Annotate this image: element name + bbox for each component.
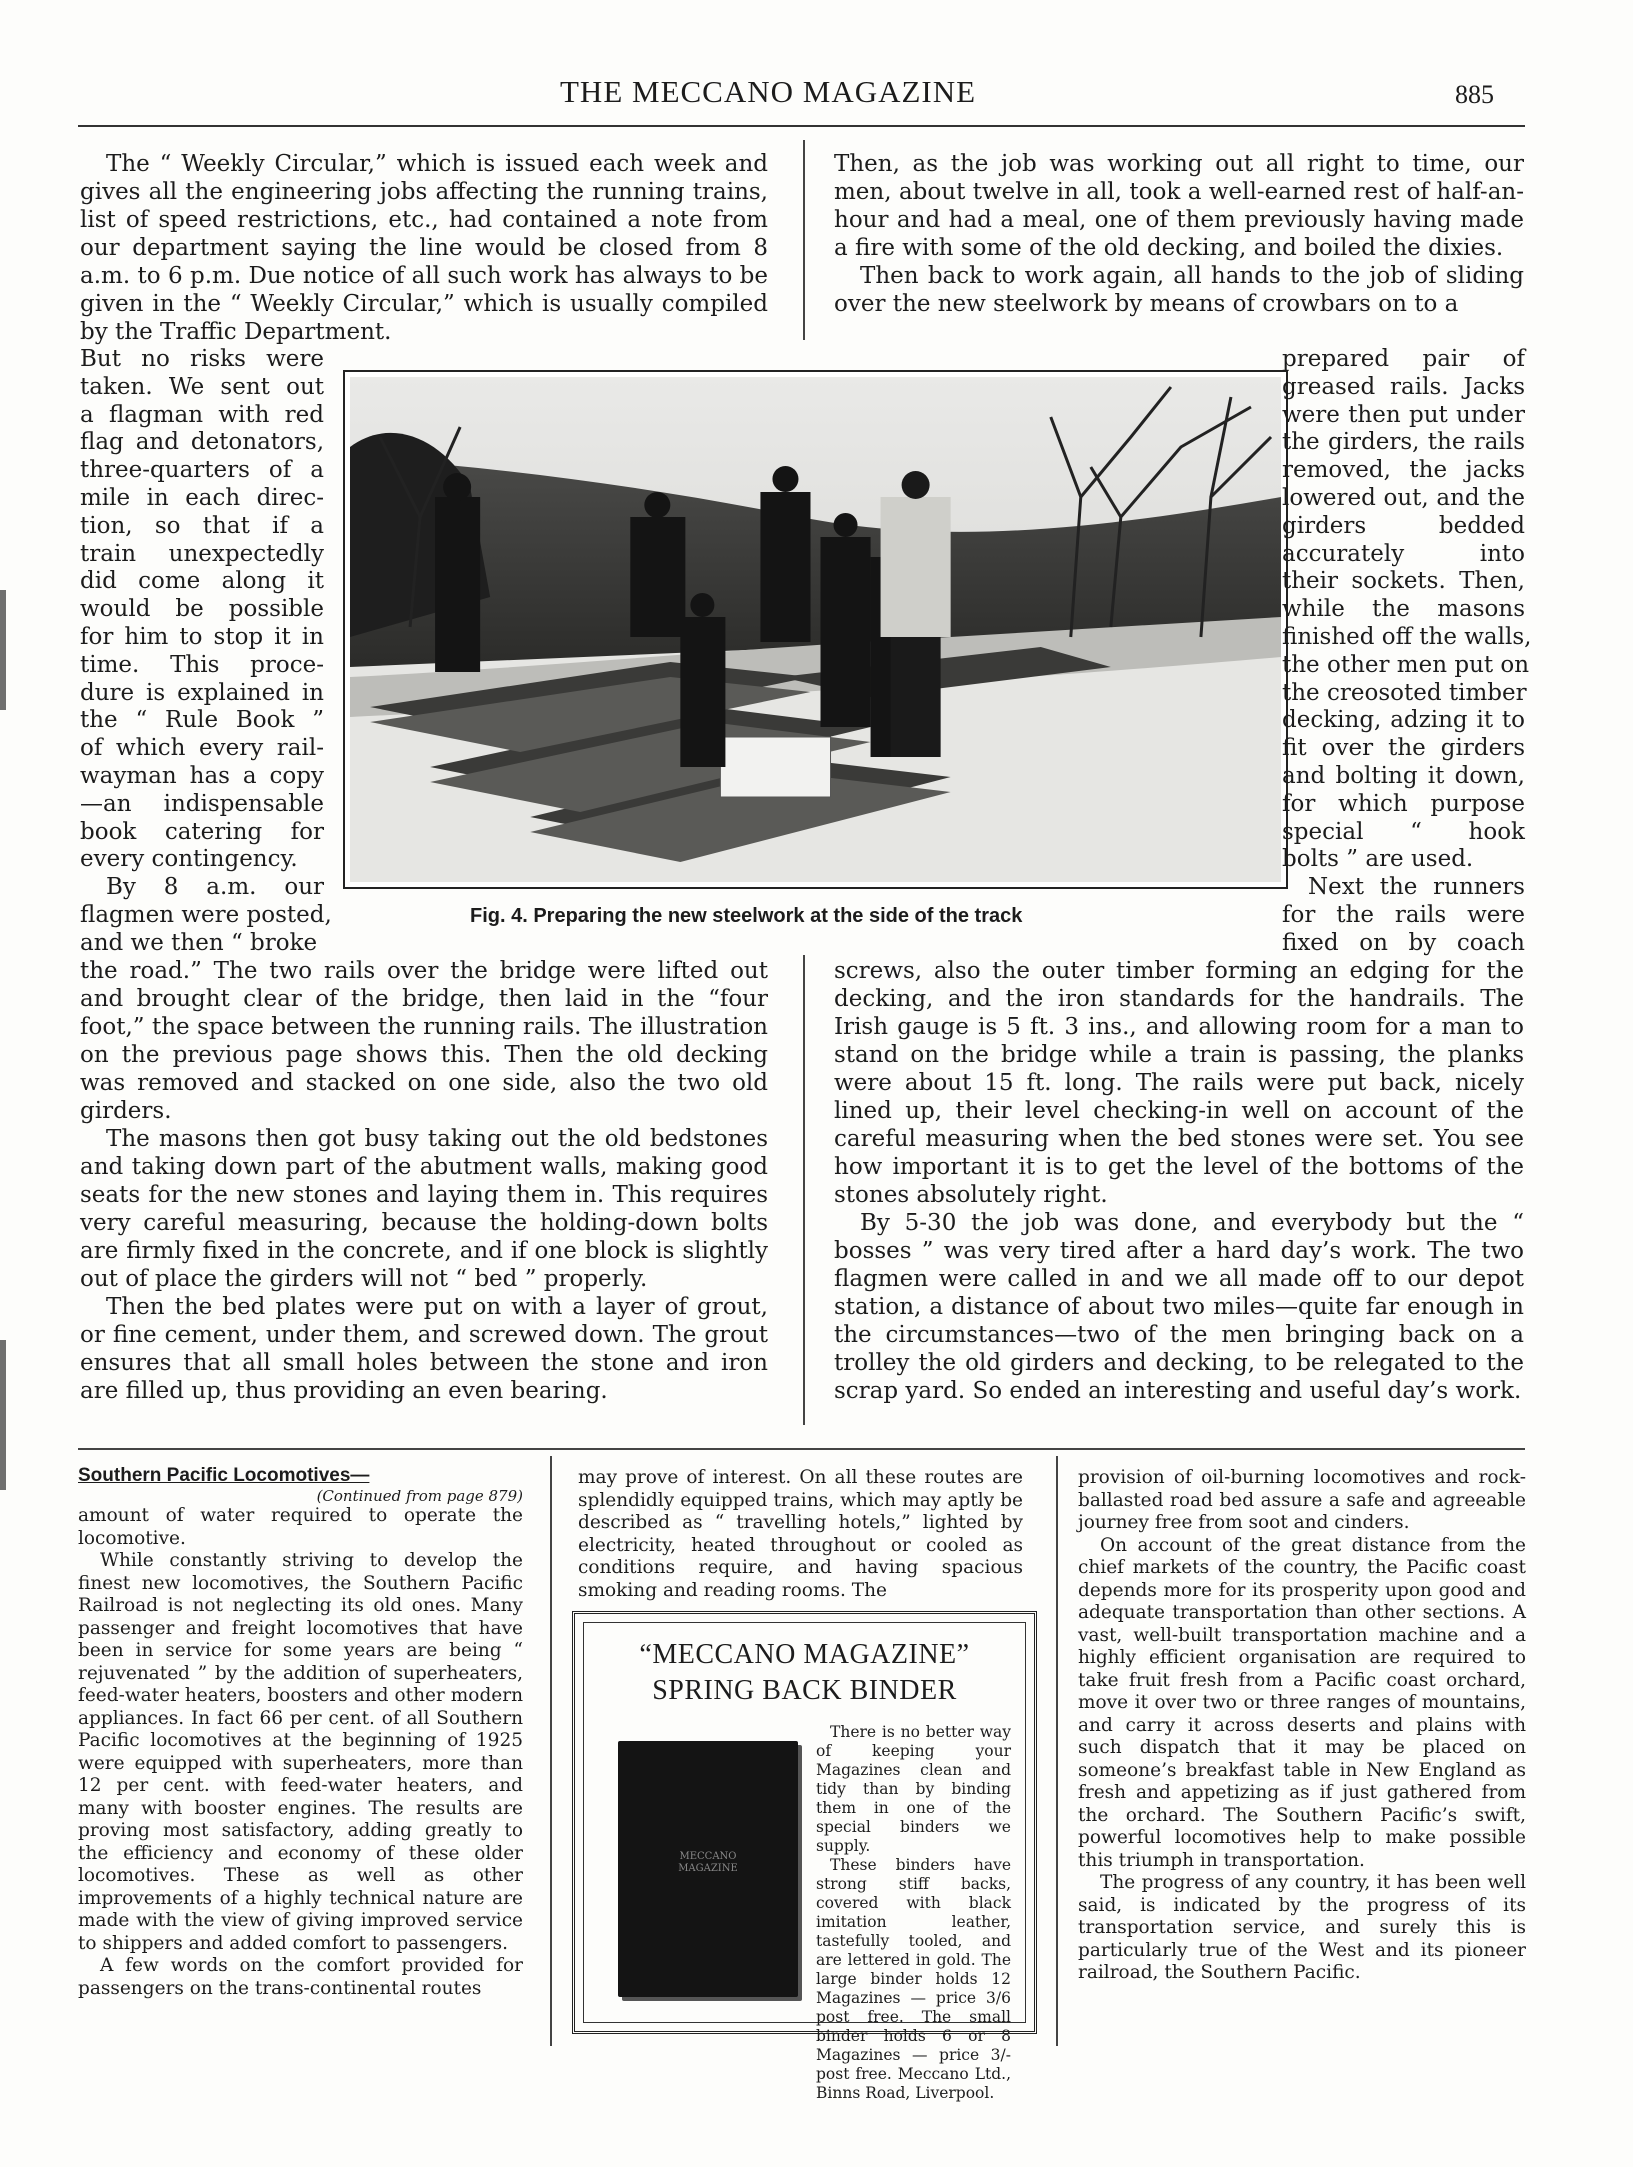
text-line: wayman has a copy [80, 762, 324, 789]
text-line: accurately into [1282, 540, 1525, 567]
paragraph: The “ Weekly Circular,” which is issued each week and gives all the engineering jobs affecting the running trains, list of speed restrictions, etc., had contained a note from our department saying the line would be closed from 8 a.m. to 6 p.m. Due notice of all such work has always to be given in the “ Weekly Circular,” which is usually compiled by the Traffic Department. [80, 151, 768, 345]
text-line: the other men put on [1282, 651, 1530, 678]
text-line: fit over the girders [1282, 735, 1525, 762]
paragraph: While constantly striving to develop the finest new locomotives, the Southern Pacific Railroad is not neglecting its old ones. Many passenger and freight locomotives that have been in service for some years are being “ rejuvenated ” by the addition of superheaters, feed-water heaters, boosters and other modern appliances. In fact 66 per cent. of all Southern Pacific locomotives at the beginning of 1925 were equipped with superheaters, more than 12 per cent. with feed-water heaters, and many with booster engines. The results are proving most satisfactory, adding greatly to the efficiency and economy of these older locomotives. These as well as other improvements of a highly technical nature are made with the view of giving improved service to shippers and added comfort to passengers. [78, 1550, 523, 1954]
advert-body [816, 1723, 1011, 2103]
section-heading: Southern Pacific Locomotives— [78, 1465, 370, 1486]
paragraph: provision of oil-burning locomotives and rock-ballasted road bed assure a safe and agreeable journey free from soot and cinders. [1078, 1467, 1526, 1533]
text-line: flag and detonators, [80, 429, 324, 456]
paragraph: may prove of interest. On all these routes are splendidly equipped trains, which may aptly be described as “ travelling hotels,” lighted by electricity, heated throughout or cooled as conditions require, and having spacious smoking and reading rooms. The [578, 1467, 1023, 1601]
text-line: lowered out, and the [1282, 484, 1525, 511]
text-line: and we then “ broke [80, 929, 318, 956]
text-line: for him to stop it in [80, 623, 324, 650]
steelwork-photo-image [350, 377, 1281, 882]
southern-pacific-col2 [578, 1467, 1023, 1602]
right-lower-text [834, 957, 1524, 1405]
text-line: for the rails were [1282, 901, 1525, 928]
text-line: the creosoted timber [1282, 679, 1527, 706]
paragraph: screws, also the outer timber forming an edging for the decking, and the iron standards for the handrails. The Irish gauge is 5 ft. 3 ins., and allowing room for a man to stand on the bridge while a train is passing, the planks were about 15 ft. long. The rails were put back, nicely lined up, their level checking-in well on account of the careful measuring when the bed stones were set. You see how important it is to get the level of the bottoms of the stones absolutely right. [834, 958, 1524, 1208]
text-line: tion, so that if a [80, 512, 324, 539]
section-divider [78, 1448, 1525, 1450]
text-line: bolts ” are used. [1282, 846, 1474, 873]
text-line: decking, adzing it to [1282, 707, 1525, 734]
header-rule [78, 125, 1525, 127]
left-intro-paragraph [80, 150, 768, 346]
paragraph: the road.” The two rails over the bridge were lifted out and brought clear of the bridge, then laid in the “four foot,” the space between the running rails. The illustration on the previous page shows this. Then the old decking was removed and stacked on one side, also the two old girders. [80, 958, 768, 1124]
text-line: girders bedded [1282, 512, 1525, 539]
text-line: three-quarters of a [80, 457, 324, 484]
paragraph: Then back to work again, all hands to the job of sliding over the new steelwork by means of crowbars on to a [834, 263, 1524, 317]
text-line: book catering for [80, 818, 324, 845]
advert-title-line1: “MECCANO MAGAZINE” [639, 1639, 970, 1670]
text-line: greased rails. Jacks [1282, 373, 1525, 400]
scan-edge-mark [0, 590, 6, 710]
book-label-line2: MAGAZINE [678, 1863, 738, 1874]
text-line: finished off the walls, [1282, 623, 1532, 650]
paragraph: The progress of any country, it has been well said, is indicated by the progress of its transportation service, and surely this is particularly true of the West and its pioneer railroad, the Southern Pacific. [1078, 1872, 1526, 1983]
text-line: time. This proce- [80, 651, 324, 678]
text-line: train unexpectedly [80, 540, 324, 567]
paragraph: By 5-30 the job was done, and everybody but the “ bosses ” was very tired after a hard day’s work. The two flagmen were called in and we all made off to our depot station, a distance of about two miles—quite far enough in the circumstances—two of the men bringing back on a trolley the old girders and decking, to be relegated to the scrap yard. So ended an interesting and useful day’s work. [834, 1210, 1524, 1404]
text-line: But no risks were [80, 346, 324, 372]
text-line: Next the runners [1308, 874, 1525, 901]
text-line: of which every rail- [80, 735, 324, 762]
photo-preparing-steelwork [343, 370, 1288, 889]
paragraph: The masons then got busy taking out the old bedstones and taking down part of the abutment walls, making good seats for the new stones and laying them in. This requires very careful measuring, because the holding-down bolts are firmly fixed in the concrete, and if one block is slightly out of place the girders will not “ bed ” properly. [80, 1126, 768, 1292]
paragraph: Then, as the job was working out all right to time, our men, about twelve in all, took a well-earned rest of half-an-hour and had a meal, one of them previously having made a fire with some of the old decking, and boiled the dixies. [834, 151, 1524, 261]
column-divider-bottom [803, 955, 805, 1425]
text-line: removed, the jacks [1282, 457, 1525, 484]
column-divider-top [803, 140, 805, 340]
text-line: taken. We sent out [80, 373, 324, 400]
advert-title-line2: SPRING BACK BINDER [652, 1675, 957, 1706]
text-line: special “ hook [1282, 818, 1525, 845]
text-line: the “ Rule Book ” [80, 707, 324, 734]
text-line: flagmen were posted, [80, 901, 332, 928]
text-line: fixed on by coach [1282, 929, 1525, 956]
left-lower-text [80, 957, 768, 1405]
paragraph: There is no better way of keeping your Magazines clean and tidy than by binding them in one of the special binders we supply. [816, 1723, 1011, 1855]
right-intro-text [834, 150, 1524, 318]
binder-advertisement [572, 1611, 1037, 2102]
paragraph: These binders have strong stiff backs, covered with black imitation leather, tastefully tooled, and are lettered in gold. The large binder holds 12 Magazines — price 3/6 post free. The small binder holds 6 or 8 Magazines — price 3/- post free. Meccano Ltd., Binns Road, Liverpool. [816, 1856, 1011, 2102]
right-wrap-column [1282, 346, 1532, 958]
text-line: every contingency. [80, 846, 298, 873]
paragraph: On account of the great distance from the chief markets of the country, the Pacific coast depends more for its prosperity upon good and adequate transportation than other sections. A vast, well-built transportation machine and a highly efficient organisation are required to take fruit fresh from a Pacific coast orchard, move it over two or three ranges of mountains, and carry it across deserts and plains with such dispatch that it may be placed on someone’s breakfast table in New England as fresh and appetizing as if just gathered from the orchard. The Southern Pacific’s swift, powerful locomotives help to make possible this triumph in transportation. [1078, 1534, 1526, 1871]
southern-pacific-col3 [1078, 1467, 1526, 1985]
paragraph: A few words on the comfort provided for passengers on the trans-continental routes [78, 1955, 523, 1999]
bottom-divider-1 [550, 1456, 552, 2046]
figure-caption: Fig. 4. Preparing the new steelwork at the side of the track [470, 905, 1023, 927]
text-line: were then put under [1282, 401, 1525, 428]
text-line: mile in each direc- [80, 484, 324, 511]
southern-pacific-col1 [78, 1465, 523, 2000]
bottom-divider-2 [1056, 1456, 1058, 2046]
text-line: the girders, the rails [1282, 429, 1525, 456]
text-line: By 8 a.m. our [106, 874, 324, 901]
left-wrap-column [80, 346, 332, 958]
text-line: while the masons [1282, 596, 1525, 623]
text-line: their sockets. Then, [1282, 568, 1525, 595]
text-line: dure is explained in [80, 679, 324, 706]
text-line: a flagman with red [80, 401, 324, 428]
text-line: prepared pair of [1282, 346, 1525, 372]
text-line: and bolting it down, [1282, 762, 1525, 789]
page-number: 885 [1455, 80, 1494, 109]
text-line: did come along it [80, 568, 324, 595]
paragraph: amount of water required to operate the locomotive. [78, 1505, 523, 1549]
magazine-title: THE MECCANO MAGAZINE [560, 74, 977, 109]
text-line: would be possible [80, 596, 324, 623]
paragraph: Then the bed plates were put on with a layer of grout, or fine cement, under them, and screwed down. The grout ensures that all small holes between the stone and iron are filled up, thus providing an even bearing. [80, 1294, 768, 1404]
text-line: for which purpose [1282, 790, 1525, 817]
scan-edge-mark [0, 1340, 6, 1490]
binder-book-image [618, 1741, 798, 1997]
text-line: —an indispensable [80, 790, 324, 817]
book-label-line1: MECCANO [679, 1851, 737, 1862]
continued-note: (Continued from page 879) [316, 1487, 523, 1505]
